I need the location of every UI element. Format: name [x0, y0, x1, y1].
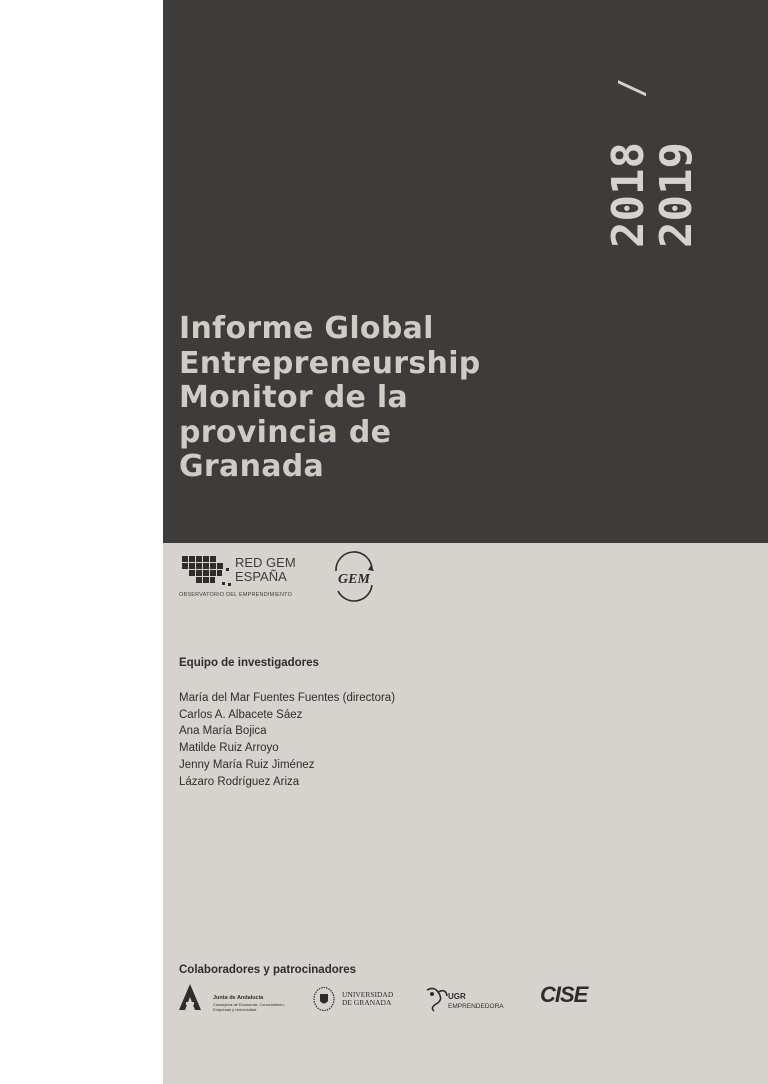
ugremp-line2: EMPRENDEDORA: [448, 1003, 504, 1010]
junta-subtitle: Consejería de Economía, Conocimiento, Empresas y Universidad: [213, 1002, 285, 1012]
ugr-emprendedora-icon: [424, 984, 450, 1012]
researcher-name: Jenny María Ruiz Jiménez: [179, 758, 315, 771]
red-gem-espana-logo: [235, 556, 296, 584]
title-line: Monitor de la: [179, 380, 408, 415]
redgem-line1: RED GEM: [235, 555, 296, 570]
university-crest-icon: [312, 986, 336, 1012]
cover-header-band: [163, 0, 768, 543]
researcher-name: María del Mar Fuentes Fuentes (directora): [179, 692, 396, 704]
edition-years: [603, 48, 702, 248]
junta-name: Junta de Andalucía: [213, 995, 264, 1001]
ugremp-line1: UGR: [448, 992, 466, 1001]
partner-logos: [179, 553, 479, 603]
cise-logo: [540, 982, 604, 1018]
title-line: provincia de: [179, 414, 392, 450]
researcher-name: Carlos A. Albacete Sáez: [179, 708, 303, 721]
junta-andalucia-icon: [179, 984, 201, 1010]
researcher-name: Matilde Ruiz Arroyo: [179, 742, 279, 755]
junta-andalucia-logo: [179, 982, 297, 1018]
ugr-wordmark: [342, 991, 393, 1007]
ugr-line2: DE GRANADA: [342, 998, 392, 1007]
team-heading: Equipo de investigadores: [179, 657, 319, 669]
collaborators-heading: Colaboradores y patrocinadores: [179, 964, 357, 976]
researcher-name: Lázaro Rodríguez Ariza: [179, 775, 300, 788]
year-second: 2019: [651, 142, 702, 248]
cise-wordmark: CISE: [540, 982, 588, 1007]
universidad-granada-logo: [312, 982, 407, 1018]
report-title: [179, 312, 579, 485]
redgem-tagline: OBSERVATORIO DEL EMPRENDIMIENTO: [179, 592, 293, 598]
redgem-line2: ESPAÑA: [235, 569, 287, 584]
gem-logo: [328, 555, 380, 601]
title-line: Entrepreneurship: [179, 345, 481, 381]
year-first: 2018: [603, 142, 654, 248]
researcher-name: Ana María Bojica: [179, 725, 267, 738]
ugr-line1: UNIVERSIDAD: [342, 990, 394, 999]
edition-years-graphic: [603, 48, 702, 248]
sponsor-logos: [179, 982, 619, 1022]
title-line: Informe Global: [179, 311, 434, 346]
red-gem-espana-map-icon: [182, 556, 234, 588]
title-line: Granada: [179, 449, 325, 484]
gem-logo-text: GEM: [338, 572, 370, 587]
cover-page: [163, 0, 768, 1084]
ugr-emprendedora-logo: [424, 982, 524, 1018]
year-separator: /: [612, 77, 652, 98]
researcher-list: [179, 690, 395, 790]
